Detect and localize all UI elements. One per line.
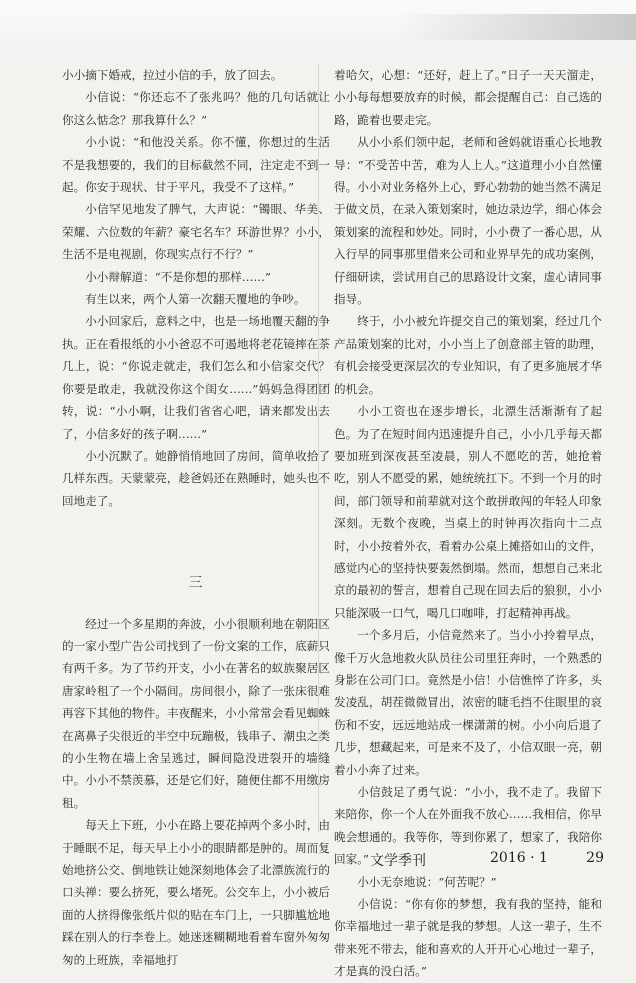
page-header-band: [0, 0, 636, 58]
page-number: 29: [586, 850, 604, 866]
left-text-column: [62, 64, 330, 967]
paragraph: 小信说：“你还忘不了张兆吗？他的几句话就让你这么惦念？那我算什么？”: [62, 90, 330, 127]
paragraph: 小信说：“你有你的梦想，我有我的坚持，能和你幸福地过一辈子就是我的梦想。人这一辈子，生不带来死不带去，能和喜欢的人开开心心地过一辈子，才是真的没白活。”: [334, 897, 602, 979]
paragraph: 小小摘下婚戒，拉过小信的手，放了回去。: [62, 68, 283, 82]
journal-name: 文学季刊: [370, 853, 426, 869]
paragraph: 小小说：“和他没关系。你不懂，你想过的生活不是我想要的，我们的目标截然不同，注定走不到一起。你安于现状、甘于平凡，我受不了这样。”: [62, 135, 330, 195]
paragraph: 从小小系们领中起，老师和爸妈就语重心长地教导：“不受苦中苦，难为人上人。”这道理小小自然懂得。小小对业务格外上心，野心勃勃的她当然不满足于做文员，在录入策划案时，她边录边学，细心体会策划案的流程和妙处。同时，小小费了一番心思，从入行早的同事那里借来公司和业界早先的成功案例，仔细研读，尝试用自己的思路设计文案，虚心请同事指导。: [334, 135, 602, 307]
paragraph: 小小无奈地说：“何苦呢？”: [357, 874, 497, 889]
paragraph: 小小工资也在逐步增长，北漂生活渐渐有了起色。为了在短时间内迅速提升自己，小小几乎每天都要加班到深夜甚至凌晨，别人不愿吃的苦，她抢着吃，别人不愿受的累，她统统扛下。不到一个月的时间，部门领导和前辈就对这个敢拼敢闯的年轻人印象深刻。无数个夜晚，当桌上的时钟再次指向十二点时，小小按着外衣，看着办公桌上摊搭如山的文件，感觉内心的坚持快要轰然倒塌。然而，想想自己来北京的最初的誓言，想着自己现在回去后的狼狈，小小只能深吸一口气，喝几口咖啡，打起精神再战。: [334, 404, 602, 620]
paragraph: 经过一个多星期的奔波，小小很顺利地在朝阳区的一家小型广告公司找到了一份文案的工作，底薪只有两千多。为了节约开支，小小在著名的蚁族聚居区唐家岭租了一个小隔间。房间很小，除了一张床很难再容下其他的物件。丰夜醒来，小小常常会看见蜘蛛在离鼻子尖很近的半空中玩蹦极，钱串子、潮虫之类的小生物在墙上舍呈逃过，瞬间隐没进裂开的墙缝中。小小不禁羡慕，还是它们好，随便住都不用缴房租。: [62, 616, 330, 810]
paragraph: 有生以来，两个人第一次翻天覆地的争吵。: [85, 292, 306, 307]
paragraph: 小小辩解道：“不是你想的那样……”: [85, 269, 271, 284]
paragraph: 终于，小小被允许提交自己的策划案，经过几个产品策划案的比对，小小当上了创意部主管的助理，有机会接受更深层次的专业知识，有了更多施展才华的机会。: [334, 314, 602, 396]
paragraph: 一个多月后，小信竟然来了。当小小拎着早点，像千万火急地救火队员往公司里狂奔时，一个熟悉的身影在公司门口。竟然是小信！小信憔悴了许多，头发凌乱，胡茬微微冒出，浓密的睫毛挡不住眼里的哀伤和不安，远远地站成一棵潇萧的树。小小向后退了几步，想藏起来，可是来不及了，小信双眼一亮，朝着小小奔了过来。: [334, 628, 602, 777]
paragraph: 每天上下班，小小在路上要花掉两个多小时，由于睡眠不足，每天早上小小的眼睛都是肿的。周而复始地挤公交、倒地铁让她深刻地体会了北漂族流行的口头禅：要么挤死，要么堵死。公交车上，小小被后面的人挤得像张纸片似的贴在车门上，一只脚尴尬地踩在别人的行李卷上。她迷迷糊糊地看着车窗外匆匆匆的上班族，幸福地打: [62, 818, 330, 967]
paragraph: 着哈欠，心想：“还好，赶上了。”日子一天天溜走，小小每每想要放弃的时候，都会提醒自己：自己选的路，跪着也要走完。: [334, 68, 602, 127]
page-footer: [334, 850, 604, 872]
issue-number: 2016 · 1: [490, 850, 548, 866]
section-spacer: [62, 512, 330, 556]
paragraph: 小小回家后，意料之中，也是一场地覆天翻的争执。正在看报纸的小小爸忍不可遏地将老花镜摔在茶几上，说：“你说走就走，我们怎么和小信家交代？你要是敢走，我就没你这个闺女……”妈妈急得团团转，说：“小小啊，让我们省省心吧，请来都发出去了，小信多好的孩子啊……”: [62, 314, 330, 441]
paragraph: 小信鼓足了勇气说：“小小，我不走了。我留下来陪你，你一个人在外面我不放心……我相信，你早晚会想通的。我等你，等到你累了，想家了，我陪你回家。”: [334, 785, 602, 867]
paragraph: 小小沉默了。她静悄悄地回了房间，简单收拾了几样东西。天蒙蒙亮，趁爸妈还在熟睡时，她头也不回地走了。: [62, 448, 330, 508]
section-heading: 三: [188, 575, 204, 592]
paragraph: 小信罕见地发了脾气，大声说：“镯眼、华美、荣耀、六位数的年薪？豪宅名车？环游世界？小小，生活不是电视剧，你现实点行不行？”: [62, 202, 330, 262]
